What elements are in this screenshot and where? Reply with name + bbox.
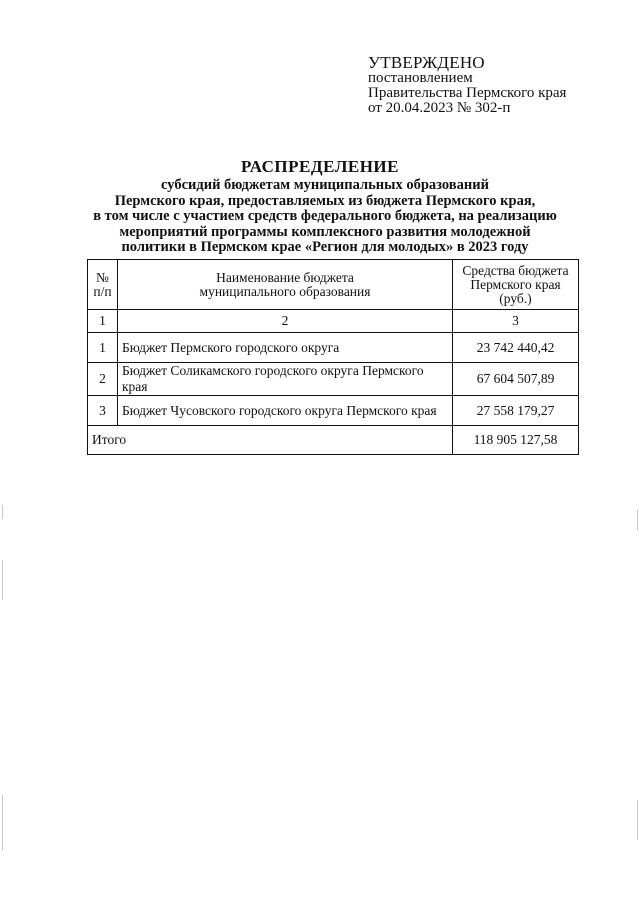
scan-edge-mark (2, 505, 3, 519)
approval-stamp (368, 54, 566, 116)
scan-edge-mark (2, 795, 3, 850)
subtitle-line: мероприятий программы комплексного развития молодежной (119, 223, 531, 240)
header-cell-name (118, 260, 453, 310)
table-header-row (88, 260, 579, 310)
header-text: (руб.) (499, 290, 532, 306)
total-amount: 118 905 127,58 (453, 426, 579, 455)
column-number-cell: 2 (118, 310, 453, 333)
distribution-table (87, 259, 579, 455)
total-label: Итого (88, 426, 453, 455)
budget-name: Бюджет Чусовского городского округа Пермского края (118, 396, 453, 426)
approval-heading: УТВЕРЖДЕНО (368, 53, 485, 72)
budget-name: Бюджет Соликамского городского округа Пермского края (118, 363, 453, 396)
column-number-cell: 1 (88, 310, 118, 333)
header-text: № (96, 269, 109, 285)
row-number: 2 (88, 363, 118, 396)
header-text: муниципального образования (199, 283, 371, 299)
header-text: Средства бюджета (462, 262, 569, 278)
header-cell-amount (453, 260, 579, 310)
subtitle-line: субсидий бюджетам муниципальных образований (161, 177, 489, 193)
scan-edge-mark (637, 800, 638, 840)
budget-amount: 67 604 507,89 (453, 363, 579, 396)
column-number-row (88, 310, 579, 333)
scan-edge-mark (2, 560, 3, 600)
header-text: Пермского края (470, 276, 561, 292)
column-number-cell: 3 (453, 310, 579, 333)
budget-name: Бюджет Пермского городского округа (118, 333, 453, 363)
budget-amount: 23 742 440,42 (453, 333, 579, 363)
approval-line: постановлением (368, 70, 473, 86)
document-subtitle (60, 178, 590, 256)
table-row (88, 396, 579, 426)
header-text: п/п (93, 283, 112, 299)
subtitle-line: Пермского края, предоставляемых из бюджета Пермского края, (114, 192, 536, 209)
budget-amount: 27 558 179,27 (453, 396, 579, 426)
header-cell-number (88, 260, 118, 310)
row-number: 1 (88, 333, 118, 363)
approval-line: Правительства Пермского края (368, 85, 567, 101)
total-row (88, 426, 579, 455)
document-title: РАСПРЕДЕЛЕНИЕ (241, 157, 399, 176)
approval-line: от 20.04.2023 № 302-п (368, 100, 511, 116)
header-text: Наименование бюджета (216, 269, 354, 285)
table-row (88, 363, 579, 396)
row-number: 3 (88, 396, 118, 426)
scan-edge-mark (637, 510, 638, 530)
subtitle-line: политики в Пермском крае «Регион для молодых» в 2023 году (121, 239, 529, 255)
subtitle-line: в том числе с участием средств федерального бюджета, на реализацию (93, 208, 557, 224)
table-row (88, 333, 579, 363)
